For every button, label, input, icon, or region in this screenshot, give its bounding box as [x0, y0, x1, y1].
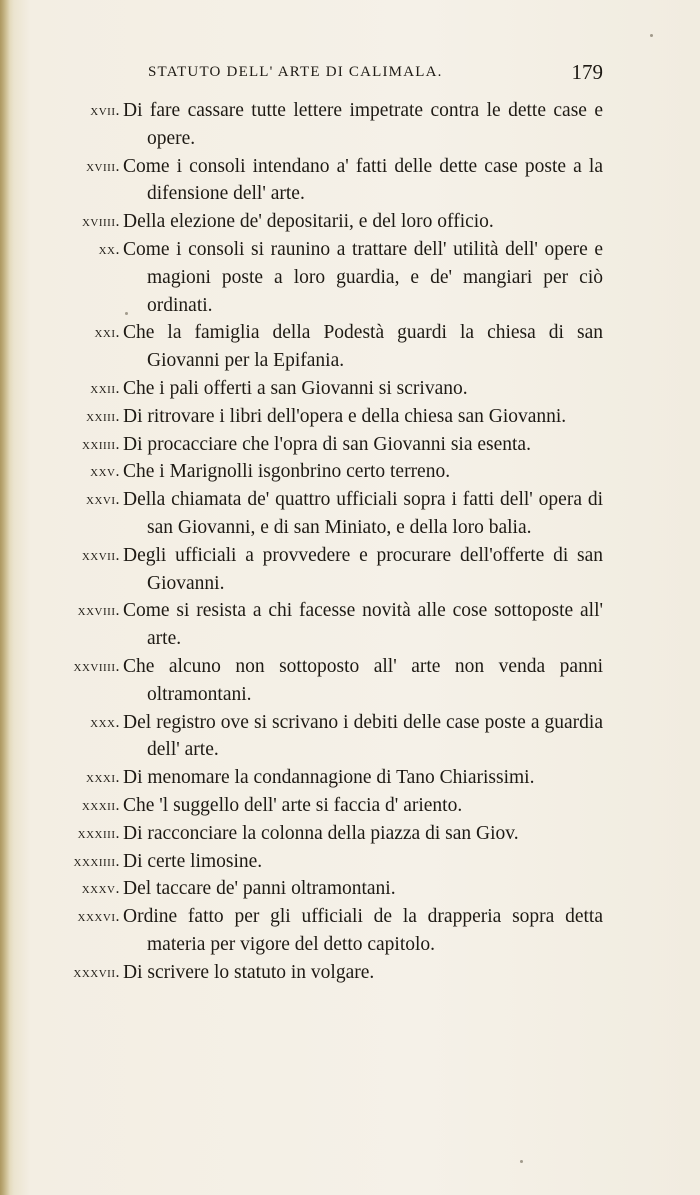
chapter-number: xx.: [98, 240, 120, 258]
chapter-entry: [0, 486, 700, 542]
chapter-entry: [0, 820, 700, 848]
chapter-title: Di menomare la condannagione di Tano Chiarissimi.: [123, 767, 535, 789]
chapter-title: Degli ufficiali a provvedere e procurare dell'offerte di san Giovanni.: [123, 544, 603, 594]
chapter-title: Di fare cassare tutte lettere impetrate contra le dette case e opere.: [123, 100, 603, 149]
chapter-number: xxii.: [90, 379, 120, 397]
chapter-number: xxvii.: [81, 546, 120, 564]
chapter-title: Come i consoli si raunino a trattare dell' utilità dell' opere e magioni poste a loro guardia, e de' mangiari per ciò ordinati.: [123, 238, 603, 316]
chapter-entry: [0, 319, 700, 375]
chapter-number: xxxiii.: [77, 824, 120, 842]
chapter-entry: [0, 153, 700, 209]
chapter-number: xxviii.: [77, 602, 120, 620]
paper-speck: [125, 312, 128, 315]
chapter-number: xxx.: [90, 713, 120, 731]
chapter-entry: [0, 792, 700, 820]
chapter-title: Della elezione de' depositarii, e del loro officio.: [123, 211, 494, 233]
chapter-title: Come si resista a chi facesse novità alle cose sottoposte all' arte.: [123, 600, 603, 650]
chapter-list: [0, 97, 700, 987]
chapter-title: Del taccare de' panni oltramontani.: [123, 878, 396, 900]
chapter-title: Che alcuno non sottoposto all' arte non venda panni oltramontani.: [123, 655, 603, 705]
chapter-title: Di procacciare che l'opra di san Giovanni sia esenta.: [123, 433, 531, 455]
chapter-number: xxviiii.: [73, 657, 120, 675]
chapter-entry: [0, 848, 700, 876]
chapter-title: Che 'l suggello dell' arte si faccia d' ariento.: [123, 794, 463, 816]
chapter-entry: [0, 458, 700, 486]
chapter-number: xxxvi.: [77, 908, 120, 926]
chapter-title: Di certe limosine.: [123, 850, 263, 872]
chapter-entry: [0, 597, 700, 653]
chapter-number: xxxiiii.: [73, 852, 120, 870]
chapter-number: xxxi.: [86, 769, 120, 787]
chapter-title: Di scrivere lo statuto in volgare.: [123, 961, 375, 983]
chapter-number: xxxvii.: [73, 963, 120, 981]
chapter-entry: [0, 431, 700, 459]
chapter-entry: [0, 653, 700, 709]
chapter-number: xxiiii.: [81, 435, 120, 453]
page-number: 179: [571, 60, 603, 84]
chapter-entry: [0, 903, 700, 959]
chapter-entry: [0, 97, 700, 153]
chapter-title: Come i consoli intendano a' fatti delle dette case poste a la difensione dell' arte.: [123, 155, 603, 205]
chapter-number: xxv.: [90, 463, 120, 481]
chapter-number: xxxv.: [81, 880, 120, 898]
chapter-title: Del registro ove si scrivano i debiti delle case poste a guardia dell' arte.: [123, 711, 603, 761]
chapter-entry: [0, 375, 700, 403]
chapter-entry: [0, 208, 700, 236]
chapter-entry: [0, 875, 700, 903]
chapter-number: xxi.: [94, 324, 120, 342]
chapter-entry: [0, 959, 700, 987]
chapter-title: Ordine fatto per gli ufficiali de la drapperia sopra detta materia per vigore del detto capitolo.: [123, 906, 603, 955]
chapter-number: xvii.: [90, 102, 120, 119]
chapter-number: xxvi.: [86, 491, 120, 509]
chapter-entry: [0, 542, 700, 598]
paper-speck: [650, 34, 653, 37]
paper-speck: [520, 1160, 523, 1163]
chapter-title: Di ritrovare i libri dell'opera e della chiesa san Giovanni.: [123, 405, 567, 427]
chapter-title: Che i pali offerti a san Giovanni si scrivano.: [123, 377, 468, 399]
chapter-entry: [0, 236, 700, 319]
chapter-title: Che i Marignolli isgonbrino certo terreno.: [123, 461, 451, 483]
chapter-number: xxiii.: [86, 407, 120, 425]
chapter-entry: [0, 764, 700, 792]
running-title: STATUTO DELL' ARTE DI CALIMALA.: [148, 64, 443, 80]
chapter-entry: [0, 403, 700, 431]
running-header: [148, 60, 603, 86]
chapter-entry: [0, 709, 700, 765]
chapter-number: xviii.: [86, 157, 120, 175]
chapter-title: Di racconciare la colonna della piazza di san Giov.: [123, 822, 519, 844]
chapter-number: xviiii.: [81, 213, 120, 231]
chapter-title: Che la famiglia della Podestà guardi la chiesa di san Giovanni per la Epifania.: [123, 322, 603, 372]
chapter-number: xxxii.: [81, 796, 120, 814]
chapter-title: Della chiamata de' quattro ufficiali sopra i fatti dell' opera di san Giovanni, e di san Miniato, e della loro balia.: [123, 489, 603, 538]
